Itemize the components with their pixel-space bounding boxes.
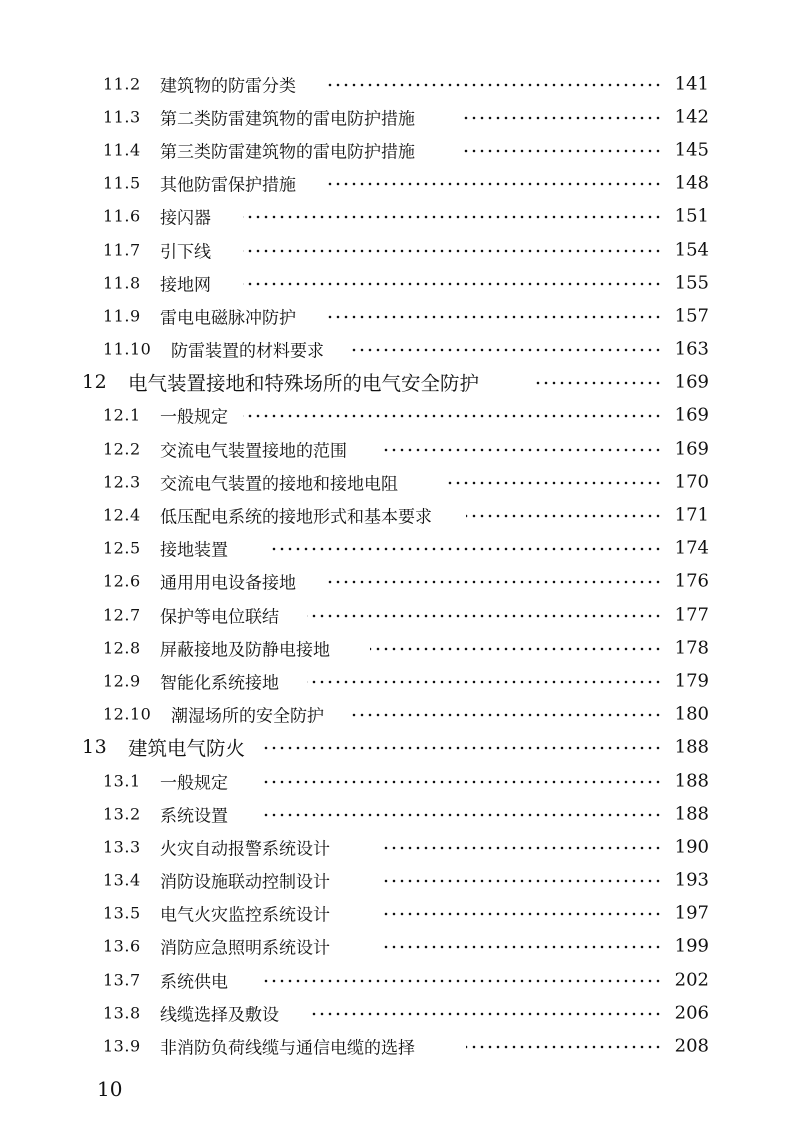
toc-entry-number: 11.5 <box>103 173 141 193</box>
toc-entry-title: 建筑物的防雷分类 <box>160 76 296 97</box>
toc-entry-page: 154 <box>674 239 709 261</box>
toc-entry-number: 12.1 <box>103 405 141 425</box>
toc-section-entry <box>0 698 790 731</box>
toc-entry-title: 非消防负荷线缆与通信电缆的选择 <box>160 1038 415 1059</box>
toc-entry-title: 电气装置接地和特殊场所的电气安全防护 <box>128 372 480 396</box>
toc-section-entry <box>0 133 790 166</box>
toc-section-entry <box>0 100 790 133</box>
toc-entry-page: 188 <box>674 803 709 825</box>
dot-leader <box>380 846 662 850</box>
toc-entry-page: 180 <box>674 703 709 725</box>
toc-chapter-entry <box>0 366 790 399</box>
toc-entry-page: 151 <box>674 205 709 227</box>
dot-leader <box>328 580 662 584</box>
dot-leader <box>307 614 662 618</box>
toc-entry-title: 接地网 <box>160 275 211 296</box>
toc-entry-title: 交流电气装置接地的范围 <box>160 441 347 462</box>
dot-leader <box>243 249 662 253</box>
dot-leader <box>380 448 662 452</box>
toc-entry-number: 13.9 <box>103 1036 141 1056</box>
toc-entry-title: 保护等电位联结 <box>160 607 279 628</box>
toc-section-entry <box>0 598 790 631</box>
dot-leader <box>350 348 662 352</box>
toc-section-entry <box>0 432 790 465</box>
toc-entry-title: 一般规定 <box>160 773 228 794</box>
toc-entry-number: 11.8 <box>103 273 141 293</box>
toc-entry-page: 170 <box>674 471 709 493</box>
toc-entry-number: 11.9 <box>103 306 141 326</box>
toc-entry-title: 潮湿场所的安全防护 <box>171 706 324 727</box>
toc-entry-number: 13.5 <box>103 903 141 923</box>
toc-entry-page: 178 <box>674 637 709 659</box>
toc-entry-page: 141 <box>674 73 709 95</box>
toc-entry-page: 206 <box>674 1002 709 1024</box>
toc-entry-number: 11.4 <box>103 140 141 160</box>
toc-entry-title: 消防应急照明系统设计 <box>160 938 330 959</box>
toc-section-entry <box>0 465 790 498</box>
toc-entry-number: 11.10 <box>103 339 152 359</box>
toc-entry-page: 190 <box>674 836 709 858</box>
toc-entry-page: 155 <box>674 272 709 294</box>
toc-entry-title: 屏蔽接地及防静电接地 <box>160 640 330 661</box>
toc-entry-number: 12.8 <box>103 638 141 658</box>
toc-section-entry <box>0 266 790 299</box>
dot-leader <box>532 381 662 385</box>
dot-leader <box>260 746 662 750</box>
toc-section-entry <box>0 299 790 332</box>
toc-section-entry <box>0 200 790 233</box>
dot-leader <box>307 680 662 684</box>
page-number: 10 <box>97 1077 123 1101</box>
toc-entry-title: 低压配电系统的接地形式和基本要求 <box>160 507 432 528</box>
dot-leader <box>380 912 662 916</box>
toc-section-entry <box>0 864 790 897</box>
toc-entry-page: 157 <box>674 305 709 327</box>
dot-leader <box>260 780 662 784</box>
toc-entry-page: 179 <box>674 670 709 692</box>
toc-entry-page: 177 <box>674 604 709 626</box>
toc-entry-title: 引下线 <box>160 242 211 263</box>
toc-entry-number: 12.9 <box>103 671 141 691</box>
dot-leader <box>328 182 662 186</box>
toc-section-entry <box>0 764 790 797</box>
toc-entry-page: 193 <box>674 869 709 891</box>
dot-leader <box>462 116 662 120</box>
toc-entry-number: 12.7 <box>103 605 141 625</box>
toc-entry-number: 13.7 <box>103 970 141 990</box>
toc-section-entry <box>0 930 790 963</box>
toc-entry-page: 176 <box>674 570 709 592</box>
toc-entry-title: 防雷装置的材料要求 <box>171 341 324 362</box>
toc-entry-number: 13 <box>82 736 108 759</box>
toc-entry-title: 雷电电磁脉冲防护 <box>160 308 296 329</box>
dot-leader <box>308 1012 662 1016</box>
toc-section-entry <box>0 167 790 200</box>
dot-leader <box>462 149 662 153</box>
toc-section-entry <box>0 797 790 830</box>
dot-leader <box>260 813 662 817</box>
toc-entry-number: 12.4 <box>103 505 141 525</box>
toc-entry-title: 系统供电 <box>160 972 228 993</box>
toc-section-entry <box>0 1029 790 1062</box>
toc-entry-title: 第三类防雷建筑物的雷电防护措施 <box>160 142 415 163</box>
toc-chapter-entry <box>0 731 790 764</box>
toc-entry-number: 12.2 <box>103 439 141 459</box>
toc-entry-page: 202 <box>674 969 709 991</box>
toc-section-entry <box>0 233 790 266</box>
toc-entry-number: 11.3 <box>103 107 141 127</box>
toc-entry-title: 交流电气装置的接地和接地电阻 <box>160 474 398 495</box>
toc-entry-title: 通用用电设备接地 <box>160 573 296 594</box>
toc-entry-page: 171 <box>674 504 709 526</box>
toc-entry-page: 163 <box>674 338 709 360</box>
toc-entry-page: 174 <box>674 537 709 559</box>
dot-leader <box>380 945 662 949</box>
toc-entry-title: 火灾自动报警系统设计 <box>160 839 330 860</box>
toc-entry-number: 12.10 <box>103 704 152 724</box>
toc-section-entry <box>0 565 790 598</box>
table-of-contents <box>0 67 790 1063</box>
toc-entry-number: 13.4 <box>103 870 141 890</box>
toc-entry-number: 12.5 <box>103 538 141 558</box>
toc-section-entry <box>0 532 790 565</box>
toc-section-entry <box>0 830 790 863</box>
toc-section-entry <box>0 399 790 432</box>
toc-entry-title: 第二类防雷建筑物的雷电防护措施 <box>160 109 415 130</box>
toc-entry-page: 197 <box>674 902 709 924</box>
toc-entry-number: 13.3 <box>103 837 141 857</box>
dot-leader <box>350 713 662 717</box>
dot-leader <box>466 1045 662 1049</box>
toc-section-entry <box>0 333 790 366</box>
toc-section-entry <box>0 996 790 1029</box>
toc-section-entry <box>0 67 790 100</box>
toc-entry-number: 13.6 <box>103 936 141 956</box>
toc-entry-page: 145 <box>674 139 709 161</box>
toc-entry-title: 系统设置 <box>160 806 228 827</box>
dot-leader <box>328 83 662 87</box>
toc-section-entry <box>0 664 790 697</box>
toc-entry-number: 12.6 <box>103 571 141 591</box>
dot-leader <box>270 547 662 551</box>
toc-entry-page: 169 <box>674 404 709 426</box>
toc-entry-title: 一般规定 <box>160 407 228 428</box>
toc-entry-title: 其他防雷保护措施 <box>160 175 296 196</box>
toc-entry-page: 169 <box>674 438 709 460</box>
dot-leader <box>243 215 662 219</box>
toc-entry-number: 11.6 <box>103 206 141 226</box>
toc-entry-number: 13.8 <box>103 1003 141 1023</box>
dot-leader <box>380 879 662 883</box>
toc-entry-page: 142 <box>674 106 709 128</box>
toc-entry-page: 148 <box>674 172 709 194</box>
toc-entry-number: 12 <box>82 371 108 394</box>
toc-entry-number: 12.3 <box>103 472 141 492</box>
toc-section-entry <box>0 963 790 996</box>
dot-leader <box>328 315 662 319</box>
toc-entry-page: 188 <box>674 770 709 792</box>
dot-leader <box>243 414 662 418</box>
toc-entry-page: 199 <box>674 935 709 957</box>
toc-entry-number: 11.7 <box>103 240 141 260</box>
toc-entry-page: 188 <box>674 736 709 758</box>
dot-leader <box>260 979 662 983</box>
toc-section-entry <box>0 631 790 664</box>
toc-entry-title: 线缆选择及敷设 <box>160 1005 279 1026</box>
toc-entry-title: 接地装置 <box>160 540 228 561</box>
dot-leader <box>447 481 662 485</box>
toc-entry-number: 13.2 <box>103 804 141 824</box>
dot-leader <box>243 282 662 286</box>
toc-entry-title: 智能化系统接地 <box>160 673 279 694</box>
toc-section-entry <box>0 897 790 930</box>
toc-entry-title: 建筑电气防火 <box>128 737 246 761</box>
toc-entry-page: 208 <box>674 1035 709 1057</box>
toc-entry-title: 接闪器 <box>160 208 211 229</box>
dot-leader <box>370 647 662 651</box>
toc-entry-number: 11.2 <box>103 74 141 94</box>
toc-entry-title: 电气火灾监控系统设计 <box>160 905 330 926</box>
toc-entry-title: 消防设施联动控制设计 <box>160 872 330 893</box>
toc-entry-number: 13.1 <box>103 771 141 791</box>
toc-entry-page: 169 <box>674 371 709 393</box>
toc-section-entry <box>0 498 790 531</box>
dot-leader <box>466 514 662 518</box>
